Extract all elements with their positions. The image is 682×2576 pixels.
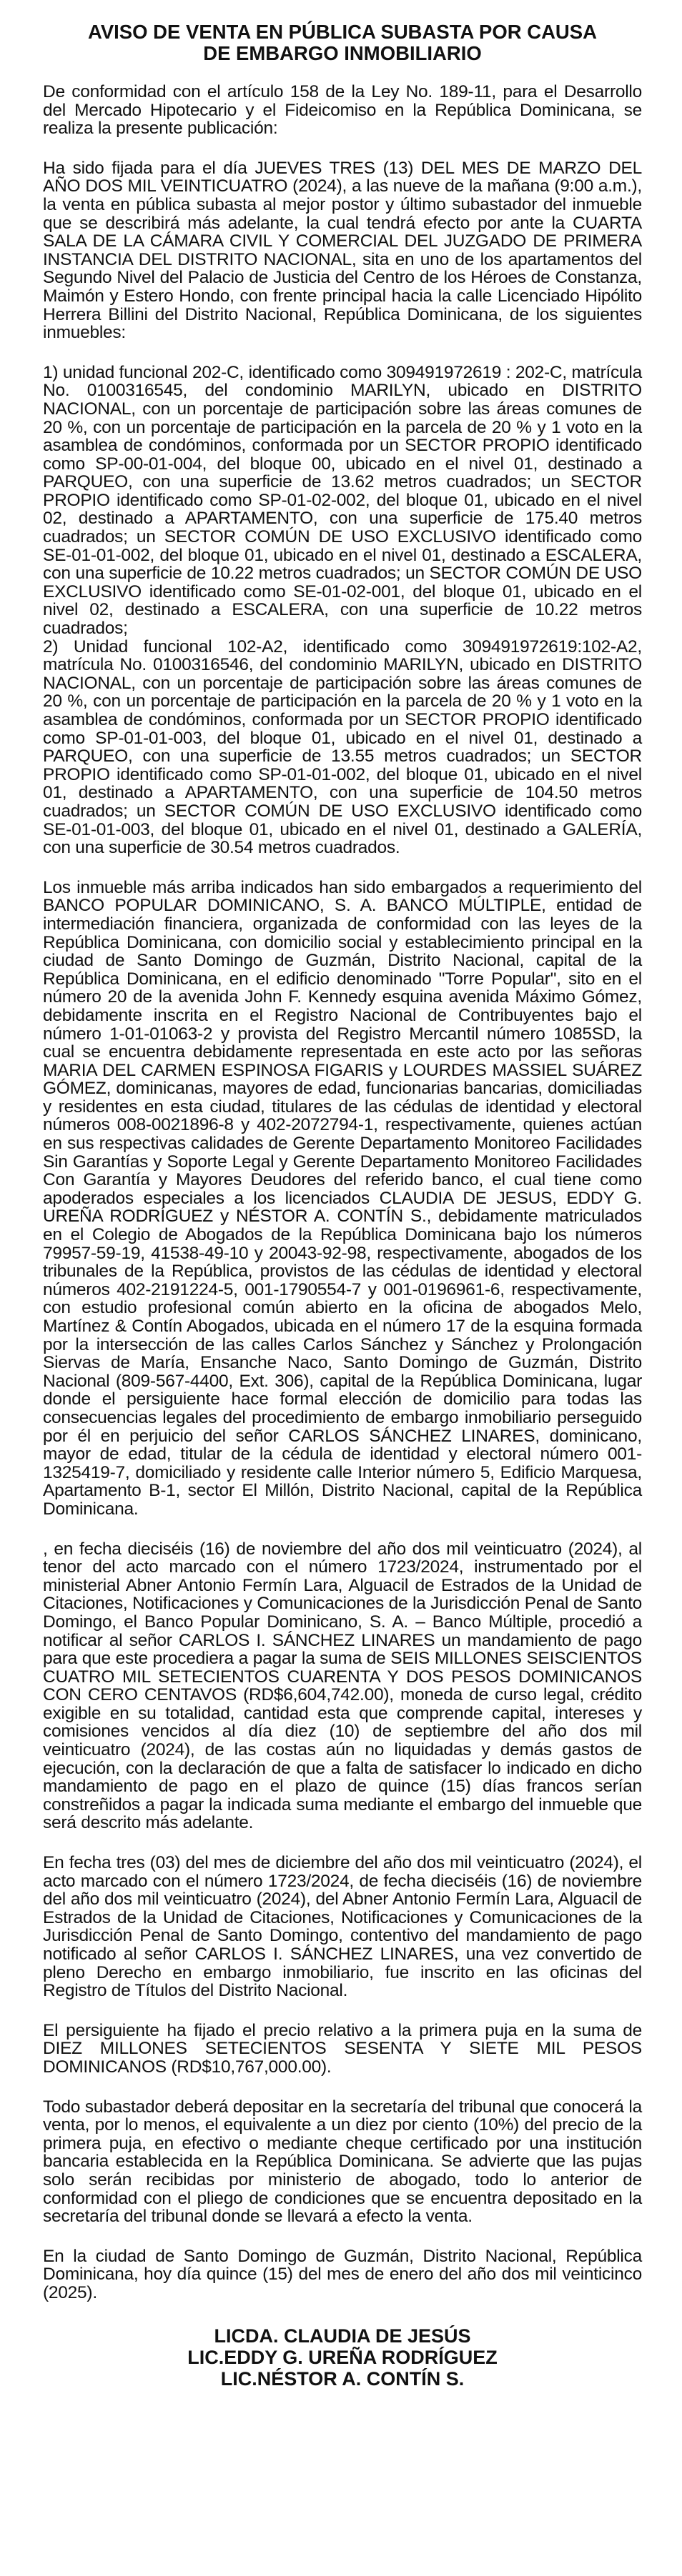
notice-title-line-1: AVISO DE VENTA EN PÚBLICA SUBASTA POR CAUSA [88, 21, 597, 43]
signature-2: LIC.EDDY G. UREÑA RODRÍGUEZ [187, 2346, 498, 2368]
paragraph-auction-date: Ha sido fijada para el día JUEVES TRES (13) DEL MES DE MARZO DEL AÑO DOS MIL VEINTICUATRO (2024), a las nueve de la mañana (9:00 a.m.), la venta en pública subasta al mejor postor y último subastador del inmueble que se describirá más adelante, la cual tendrá efecto por ante la CUARTA SALA DE LA CÁMARA CIVIL Y COMERCIAL DEL JUZGADO DE PRIMERA INSTANCIA DEL DISTRITO NACIONAL, sita en uno de los apartamentos del Segundo Nivel del Palacio de Justicia del Centro de los Héroes de Constanza, Maimón y Estero Hondo, con frente principal hacia la calle Licenciado Hipólito Herrera Billini del Distrito Nacional, República Dominicana, de los siguientes inmuebles: [43, 158, 642, 343]
paragraph-payment-order: , en fecha dieciséis (16) de noviembre del año dos mil veinticuatro (2024), al tenor del acto marcado con el número 1723/2024, instrumentado por el ministerial Abner Antonio Fermín Lara, Alguacil de Estrados de la Unidad de Citaciones, Notificaciones y Comunicaciones de la Jurisdicción Penal de Santo Domingo, el Banco Popular Dominicano, S. A. – Banco Múltiple, procedió a notificar al señor CARLOS I. SÁNCHEZ LINARES un mandamiento de pago para que este procediera a pagar la suma de SEIS MILLONES SEISCIENTOS CUATRO MIL SETECIENTOS CUARENTA Y DOS PESOS DOMINICANOS CON CERO CENTAVOS (RD$6,604,742.00), moneda de curso legal, crédito exigible en su totalidad, cantidad esta que comprende capital, intereses y comisiones vencidos al día diez (10) de septiembre del año dos mil veinticuatro (2024), de las costas aún no liquidadas y demás gastos de ejecución, con la declaración de que a falta de satisfacer lo indicado en dicho mandamiento de pago en el plazo de quince (15) días francos serían constreñidos a pagar la indicada suma mediante el embargo del inmueble que será descrito más adelante. [43, 1539, 642, 1833]
paragraph-first-bid-price: El persiguiente ha fijado el precio relativo a la primera puja en la suma de DIEZ MILLONES SETECIENTOS SESENTA Y SIETE MIL PESOS DOMINICANOS (RD$10,767,000.00). [43, 2020, 642, 2077]
signature-1: LICDA. CLAUDIA DE JESÚS [214, 2325, 471, 2347]
notice-title-line-2: DE EMBARGO INMOBILIARIO [203, 42, 482, 64]
paragraph-property-1: 1) unidad funcional 202-C, identificado como 309491972619 : 202-C, matrícula No. 0100316545, del condominio MARILYN, ubicado en DISTRITO NACIONAL, con un porcentaje de participación sobre las áreas comunes de 20 %, con un porcentaje de participación en la parcela de 20 % y 1 voto en la asamblea de condóminos, conformada por un SECTOR PROPIO identificado como SP-00-01-004, del bloque 00, ubicado en el nivel 01, destinado a PARQUEO, con una superficie de 13.62 metros cuadrados; un SECTOR PROPIO identificado como SP-01-02-002, del bloque 01, ubicado en el nivel 02, destinado a APARTAMENTO, con una superficie de 175.40 metros cuadrados; un SECTOR COMÚN DE USO EXCLUSIVO identificado como SE-01-01-002, del bloque 01, ubicado en el nivel 01, destinado a ESCALERA, con una superficie de 10.22 metros cuadrados; un SECTOR COMÚN DE USO EXCLUSIVO identificado como SE-01-02-001, del bloque 01, ubicado en el nivel 02, destinado a ESCALERA, con una superficie de 10.22 metros cuadrados; [43, 362, 642, 639]
signature-3: LIC.NÉSTOR A. CONTÍN S. [220, 2367, 465, 2390]
paragraph-place-date: En la ciudad de Santo Domingo de Guzmán, Distrito Nacional, República Dominicana, hoy día quince (15) del mes de enero del año dos mil veinticinco (2025). [43, 2246, 642, 2302]
signature-block [43, 2325, 642, 2390]
paragraph-bidder-deposit: Todo subastador deberá depositar en la secretaría del tribunal que conocerá la venta, por lo menos, el equivalente a un diez por ciento (10%) del precio de la primera puja, en efectivo o mediante cheque certificado por una institución bancaria establecida en la República Dominicana. Se advierte que las pujas solo serán recibidas por ministerio de abogado, todo lo anterior de conformidad con el pliego de condiciones que se encuentra depositado en la secretaría del tribunal donde se llevará a efecto la venta. [43, 2097, 642, 2227]
notice-title [43, 21, 642, 64]
paragraph-registration: En fecha tres (03) del mes de diciembre del año dos mil veinticuatro (2024), el acto marcado con el número 1723/2024, de fecha dieciséis (16) de noviembre del año dos mil veinticuatro (2024), del Abner Antonio Fermín Lara, Alguacil de Estrados de la Unidad de Citaciones, Notificaciones y Comunicaciones de la Jurisdicción Penal de Santo Domingo, contentivo del mandamiento de pago notificado al señor CARLOS I. SÁNCHEZ LINARES, una vez convertido de pleno Derecho en embargo inmobiliario, fue inscrito en las oficinas del Registro de Títulos del Distrito Nacional. [43, 1853, 642, 2001]
paragraph-legal-basis: De conformidad con el artículo 158 de la Ley No. 189-11, para el Desarrollo del Mercado Hipotecario y el Fideicomiso en la República Dominicana, se realiza la presente publicación: [43, 82, 642, 139]
paragraph-creditor: Los inmueble más arriba indicados han sido embargados a requerimiento del BANCO POPULAR DOMINICANO, S. A. BANCO MÚLTIPLE, entidad de intermediación financiera, organizada de conformidad con las leyes de la República Dominicana, con domicilio social y establecimiento principal en la ciudad de Santo Domingo de Guzmán, Distrito Nacional, capital de la República Dominicana, en el edificio denominado "Torre Popular", sito en el número 20 de la avenida John F. Kennedy esquina avenida Máximo Gómez, debidamente inscrita en el Registro Nacional de Contribuyentes bajo el número 1-01-01063-2 y provista del Registro Mercantil número 1085SD, la cual se encuentra debidamente representada en este acto por las señoras MARIA DEL CARMEN ESPINOSA FIGARIS y LOURDES MASSIEL SUÁREZ GÓMEZ, dominicanas, mayores de edad, funcionarias bancarias, domiciliadas y residentes en esta ciudad, titulares de las cédulas de identidad y electoral números 008-0021896-8 y 402-2072794-1, respectivamente, quienes actúan en sus respectivas calidades de Gerente Departamento Monitoreo Facilidades Sin Garantías y Soporte Legal y Gerente Departamento Monitoreo Facilidades Con Garantía y Mayores Deudores del referido banco, el cual tiene como apoderados especiales a los licenciados CLAUDIA DE JESUS, EDDY G. UREÑA RODRÍGUEZ y NÉSTOR A. CONTÍN S., debidamente matriculados en el Colegio de Abogados de la República Dominicana bajo los números 79957-59-19, 41538-49-10 y 20043-92-98, respectivamente, abogados de los tribunales de la República, provistos de las cédulas de identidad y electoral números 402-2191224-5, 001-1790554-7 y 001-0196961-6, respectivamente, con estudio profesional común abierto en la oficina de abogados Melo, Martínez & Contín Abogados, ubicada en el número 17 de la esquina formada por la intersección de las calles Carlos Sánchez y Sánchez y Prolongación Siervas de María, Ensanche Naco, Santo Domingo de Guzmán, Distrito Nacional (809-567-4400, Ext. 306), capital de la República Dominicana, lugar donde el persiguiente hace formal elección de domicilio para todas las consecuencias legales del procedimiento de embargo inmobiliario perseguido por él en perjuicio del señor CARLOS SÁNCHEZ LINARES, dominicano, mayor de edad, titular de la cédula de identidad y electoral número 001-1325419-7, domiciliado y residente calle Interior número 5, Edificio Marquesa, Apartamento B-1, sector El Millón, Distrito Nacional, capital de la República Dominicana. [43, 877, 642, 1519]
paragraph-property-2: 2) Unidad funcional 102-A2, identificado como 309491972619:102-A2, matrícula No. 0100316546, del condominio MARILYN, ubicado en DISTRITO NACIONAL, con un porcentaje de participación sobre las áreas comunes de 20 %, con un porcentaje de participación en la parcela de 20 % y 1 voto en la asamblea de condóminos, conformada por un SECTOR PROPIO identificado como SP-01-01-003, del bloque 01, ubicado en el nivel 01, destinado a PARQUEO, con una superficie de 13.55 metros cuadrados; un SECTOR PROPIO identificado como SP-01-01-002, del bloque 01, ubicado en el nivel 01, destinado a APARTAMENTO, con una superficie de 104.50 metros cuadrados; un SECTOR COMÚN DE USO EXCLUSIVO identificado como SE-01-01-003, del bloque 01, ubicado en el nivel 01, destinado a GALERÍA, con una superficie de 30.54 metros cuadrados. [43, 636, 642, 858]
